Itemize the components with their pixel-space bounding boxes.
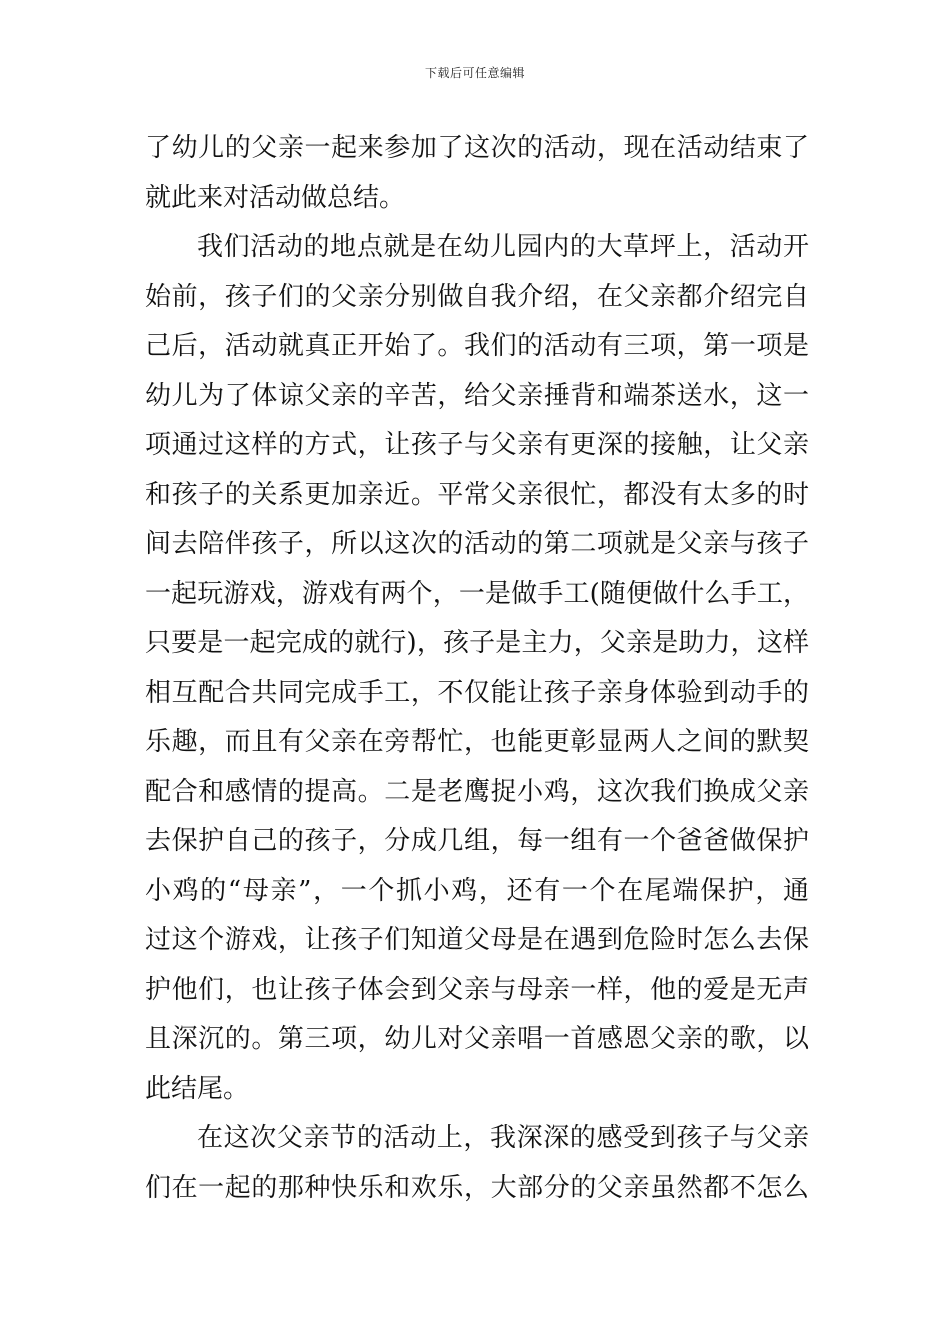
text-line: 项通过这样的方式，让孩子与父亲有更深的接触，让父亲 <box>145 430 809 460</box>
text-line: 配合和感情的提高。二是老鹰捉小鸡，这次我们换成父亲 <box>145 776 809 807</box>
text-line: 乐趣，而且有父亲在旁帮忙，也能更彰显两人之间的默契 <box>145 727 809 757</box>
page-header: 下载后可任意编辑 <box>424 66 525 80</box>
text-line: 了幼儿的父亲一起来参加了这次的活动，现在活动结束了 <box>145 133 809 163</box>
text-line: 间去陪伴孩子，所以这次的活动的第二项就是父亲与孩子 <box>145 529 809 559</box>
text-line: 幼儿为了体谅父亲的辛苦，给父亲捶背和端茶送水，这一 <box>145 380 809 411</box>
text-line: 相互配合共同完成手工，不仅能让孩子亲身体验到动手的 <box>145 677 809 708</box>
paragraph-3 <box>145 1114 809 1213</box>
text-line: 在这次父亲节的活动上，我深深的感受到孩子与父亲 <box>197 1123 809 1153</box>
text-line: 我们活动的地点就是在幼儿园内的大草坪上，活动开 <box>197 232 809 262</box>
text-line: 己后，活动就真正开始了。我们的活动有三项，第一项是 <box>145 331 809 361</box>
text-line: 始前，孩子们的父亲分别做自我介绍，在父亲都介绍完自 <box>145 281 809 312</box>
paragraph-2 <box>145 223 809 1114</box>
text-line: 只要是一起完成的就行)，孩子是主力，父亲是助力，这样 <box>145 628 809 658</box>
paragraph-1 <box>145 124 809 223</box>
text-line: 且深沉的。第三项，幼儿对父亲唱一首感恩父亲的歌，以 <box>145 1024 809 1054</box>
text-line: 过这个游戏，让孩子们知道父母是在遇到危险时怎么去保 <box>145 925 809 955</box>
text-line: 护他们，也让孩子体会到父亲与母亲一样，他的爱是无声 <box>145 974 809 1005</box>
text-line: 和孩子的关系更加亲近。平常父亲很忙，都没有太多的时 <box>145 479 809 510</box>
document-body <box>145 124 809 1213</box>
text-line: 去保护自己的孩子，分成几组，每一组有一个爸爸做保护 <box>145 826 809 856</box>
text-line: 们在一起的那种快乐和欢乐，大部分的父亲虽然都不怎么 <box>145 1172 809 1203</box>
text-line: 此结尾。 <box>145 1073 250 1104</box>
text-line: 小鸡的“母亲”，一个抓小鸡，还有一个在尾端保护，通 <box>145 875 809 906</box>
text-line: 就此来对活动做总结。 <box>145 182 406 213</box>
text-line: 一起玩游戏，游戏有两个，一是做手工(随便做什么手工， <box>145 578 809 609</box>
